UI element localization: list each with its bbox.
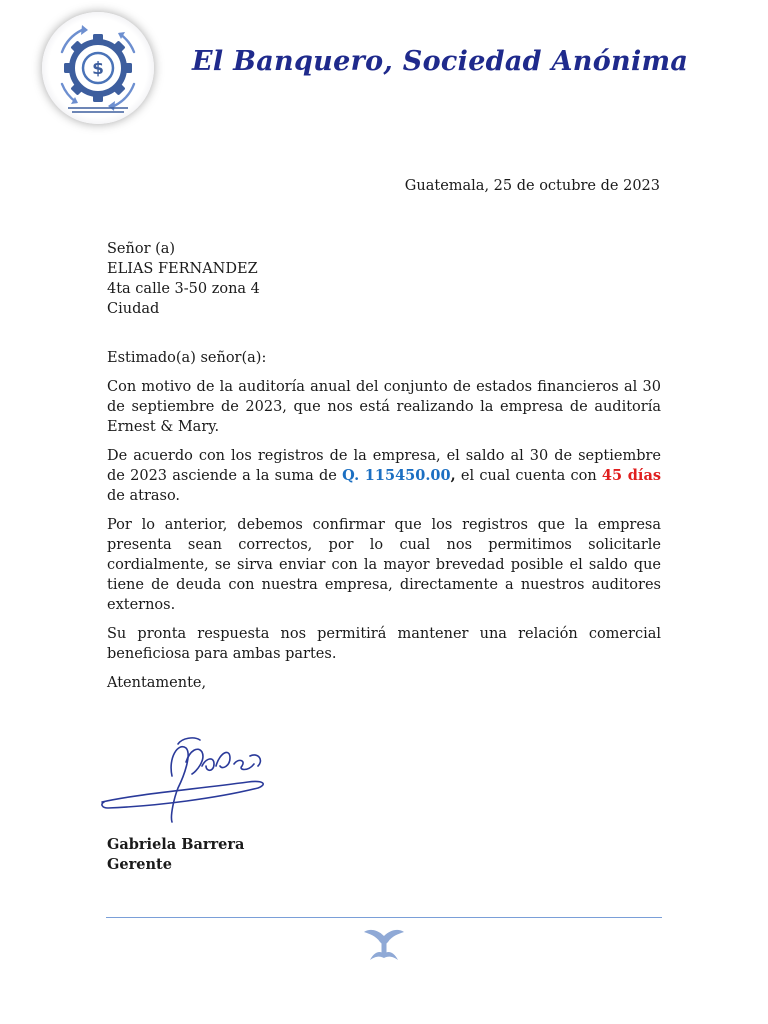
balance-text-2: el cual cuenta con	[455, 468, 602, 484]
overdue-days: 45 días	[601, 467, 662, 484]
balance-text-3: de atraso.	[107, 488, 181, 504]
signer-title: Gerente	[107, 856, 172, 873]
dollar-gear-icon	[42, 12, 154, 124]
balance-text-1: De acuerdo con los registros de la empresa, el saldo al 30 de septiembre de 2023 asciende a la suma de	[107, 448, 661, 484]
signer-name: Gabriela Barrera	[107, 836, 245, 853]
paragraph-relationship: Su pronta respuesta nos permitirá mantener una relación comercial beneficiosa para ambas partes.	[107, 626, 661, 662]
balance-comma: ,	[450, 467, 456, 484]
signer-block	[107, 835, 244, 875]
recipient-name: ELIAS FERNANDEZ	[107, 261, 258, 277]
paragraph-audit-motive: Con motivo de la auditoría anual del conjunto de estados financieros al 30 de septiembre de 2023, que nos está realizando la empresa de auditoría Ernest & Mary.	[107, 379, 661, 435]
recipient-street: 4ta calle 3-50 zona 4	[107, 281, 260, 297]
letter-body	[107, 348, 661, 702]
closing: Atentamente,	[107, 675, 207, 691]
letter-date: Guatemala, 25 de octubre de 2023	[404, 178, 660, 194]
paragraph-balance	[107, 446, 661, 506]
paragraph-confirmation-request: Por lo anterior, debemos confirmar que los registros que la empresa presenta sean correctos, por lo cual nos permitimos solicitarle cordialmente, se sirva enviar con la mayor brevedad posible el saldo que tiene de deuda con nuestra empresa, directamente a nuestros auditores externos.	[107, 517, 661, 613]
fleur-emblem-icon	[362, 926, 406, 966]
recipient-address	[107, 239, 260, 319]
recipient-title: Señor (a)	[107, 241, 176, 257]
recipient-city: Ciudad	[107, 301, 160, 317]
handwritten-signature	[98, 736, 278, 832]
company-name: El Banquero, Sociedad Anónima	[192, 46, 689, 77]
salutation: Estimado(a) señor(a):	[107, 350, 267, 366]
balance-amount: Q. 115450.00	[342, 467, 451, 484]
footer-divider	[106, 917, 662, 918]
svg-text:$: $	[92, 59, 104, 79]
company-logo	[42, 12, 154, 124]
